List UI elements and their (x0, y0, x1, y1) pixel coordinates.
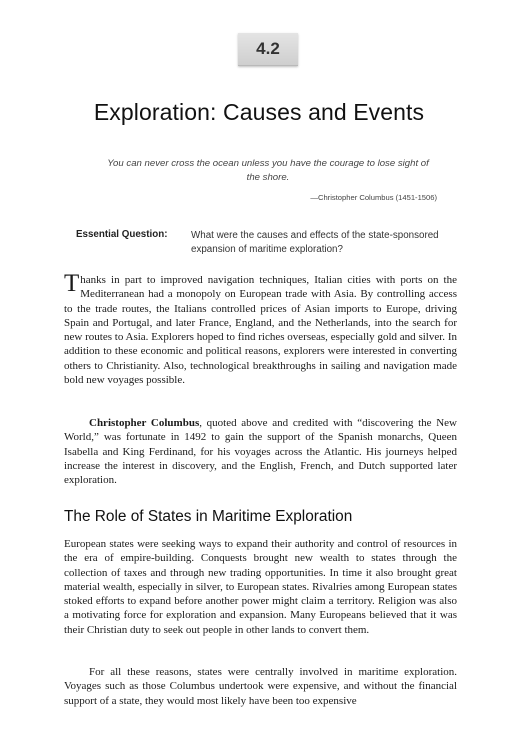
chapter-title: Exploration: Causes and Events (93, 99, 425, 125)
epigraph-attribution: —Christopher Columbus (1451-1506) (310, 193, 437, 202)
body-paragraph-4: For all these reasons, states were centrally involved in maritime exploration. Voyages such as those Columbus undertook were expensive, and without the financial support of a state, they would most likely have been too expensive (64, 666, 457, 707)
essential-question-text: What were the causes and effects of the state-sponsored expansion of maritime exploration? (191, 230, 439, 255)
essential-question-label: Essential Question: (76, 229, 168, 240)
body-paragraph-1 (64, 270, 457, 387)
section-number-badge: 4.2 (238, 33, 298, 66)
drop-cap: T (64, 270, 80, 297)
paragraph-1-text: hanks in part to improved navigation techniques, Italian cities with ports on the Mediterranean had a monopoly on European trade with Asia. By controlling access to the trade routes, the Italians controlled prices of Asian imports to Europe, driving Spain and Portugal, and later France, England, and the Netherlands, into the search for new routes to Asia. Explorers hoped to find riches overseas, especially gold and silver. In addition to these economic and political reasons, explorers were interested in converting others to Christianity. Also, technological breakthroughs in sailing and navigation made bold new voyages possible. (64, 274, 457, 387)
body-paragraph-3: European states were seeking ways to expand their authority and control of resources in the era of empire-building. Conquests brought new wealth to states through the collection of taxes and through new trading opportunities. In time it also brought great material wealth, especially in silver, to European states. Rivalries among European states stoked efforts to expand before another power might claim a territory. Religion was also a motivating force for exploration and expansion. Many Europeans believed that it was their Christian duty to seek out people in other lands to convert them. (64, 538, 457, 636)
paragraph-2-text: , quoted above and credited with “discovering the New World,” was fortunate in 1492 to gain the support of the Spanish monarchs, Queen Isabella and King Ferdinand, for his voyages across the Atlantic. His journeys helped increase the interest in discovery, and the English, French, and Dutch supported later exploration. (64, 417, 457, 487)
key-term-columbus: Christopher Columbus (89, 417, 200, 429)
section-heading: The Role of States in Maritime Exploration (64, 508, 353, 525)
epigraph-quote: You can never cross the ocean unless you have the courage to lose sight of the shore. (107, 158, 429, 183)
body-paragraph-2 (64, 416, 457, 487)
